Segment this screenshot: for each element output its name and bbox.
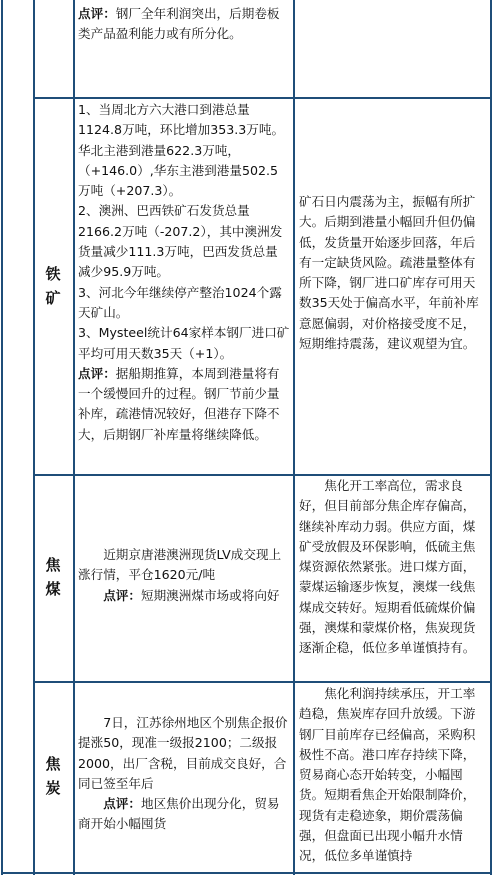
coking-coal-label-text: 焦煤 xyxy=(45,556,61,598)
comment-label: 点评： xyxy=(103,587,141,603)
label-column-border xyxy=(73,0,75,875)
table-left-inner-border xyxy=(33,0,35,875)
coking-coal-news-text: 近期京唐港澳洲现货LV成交现上涨行情，平仓1620元/吨 xyxy=(78,547,282,583)
coke-news-text: 7日，江苏徐州地区个别焦企报价提涨50，现准一级报2100；二级报2000，出厂含税，目前成交良好，合同已签至年后 xyxy=(78,715,288,791)
coking-coal-label xyxy=(36,553,70,601)
coke-news xyxy=(78,713,290,835)
news-column-border xyxy=(293,0,295,875)
iron-ore-item-3: 3、河北今年继续停产整治1024个露天矿山。 xyxy=(78,284,282,320)
iron-ore-item-4: 3、Mysteel统计64家样本钢厂进口矿平均可用天数35天（+1）。 xyxy=(78,325,290,361)
coke-view xyxy=(299,684,487,867)
coking-coal-news xyxy=(78,545,290,606)
coking-coal-view-text: 焦化开工率高位，需求良好，但目前部分焦企库存偏高，继续补库动力弱。供应方面，煤矿受放假及环保影响，低硫主焦煤资源依然紧张。进口煤方面，蒙煤运输逐步恢复，澳煤一线焦煤成交转好。短期看低硫煤价偏强，澳煤和蒙煤价格，焦炭现货逐渐企稳，低位多单谨慎持有。 xyxy=(299,478,476,656)
coke-view-text: 焦化利润持续承压，开工率趋稳，焦炭库存回升放缓。下游钢厂目前库存已经偏高，采购积极性不高。港口库存持续下降，贸易商心态开始转变，小幅囤货。短期看焦企开始限制降价，现货有走稳迹象，期价震荡偏强，但盘面已出现小幅升水情况，低位多单谨慎持 xyxy=(299,686,476,864)
top-row-comment xyxy=(78,4,290,45)
iron-ore-view-text: 矿石日内震荡为主，振幅有所扩大。后期到港量小幅回升但仍偏低，发货量开始逐步回落，年后有一定缺货风险。疏港量整体有所下降，钢厂进口矿库存可用天数35天处于偏高水平，年前补库意愿偏弱，对价格接受度不足，短期维持震荡，建议观望为宜。 xyxy=(299,194,479,352)
iron-ore-item-2: 2、澳洲、巴西铁矿石发货总量2166.2万吨（-207.2），其中澳洲发货量减少111.3万吨，巴西发货总量减少95.9万吨。 xyxy=(78,203,283,280)
iron-ore-label xyxy=(36,262,70,310)
iron-ore-label-text: 铁矿 xyxy=(45,265,61,307)
comment-label: 点评： xyxy=(103,796,141,812)
table-left-border xyxy=(1,0,3,875)
comment-label: 点评： xyxy=(78,6,116,21)
coke-label-text: 焦炭 xyxy=(45,755,61,797)
comment-label: 点评： xyxy=(78,365,116,381)
iron-ore-item-1: 1、当周北方六大港口到港总量1124.8万吨，环比增加353.3万吨。华北主港到港量622.3万吨，（+146.0）,华东主港到港量502.5万吨（+207.3）。 xyxy=(78,102,285,199)
coke-comment: 地区焦价出现分化，贸易商开始小幅囤货 xyxy=(78,796,280,832)
iron-ore-view xyxy=(299,192,487,354)
comment-text: 钢厂全年利润突出，后期卷板类产品盈利能力或有所分化。 xyxy=(78,6,280,42)
coking-coal-view xyxy=(299,476,487,659)
table-right-border xyxy=(490,0,492,875)
row-divider-top xyxy=(33,97,492,99)
iron-ore-comment: 据船期推算，本周到港量将有一个缓慢回升的过程。钢厂节前少量补库，疏港情况较好，但港存下降不大，后期钢厂补库量将继续降低。 xyxy=(78,365,280,442)
coking-coal-comment: 短期澳洲煤市场或将向好 xyxy=(140,587,280,603)
coke-label xyxy=(36,752,70,800)
iron-ore-news xyxy=(78,100,290,445)
row-divider-coal xyxy=(33,681,492,683)
table-bottom-border xyxy=(1,872,492,874)
